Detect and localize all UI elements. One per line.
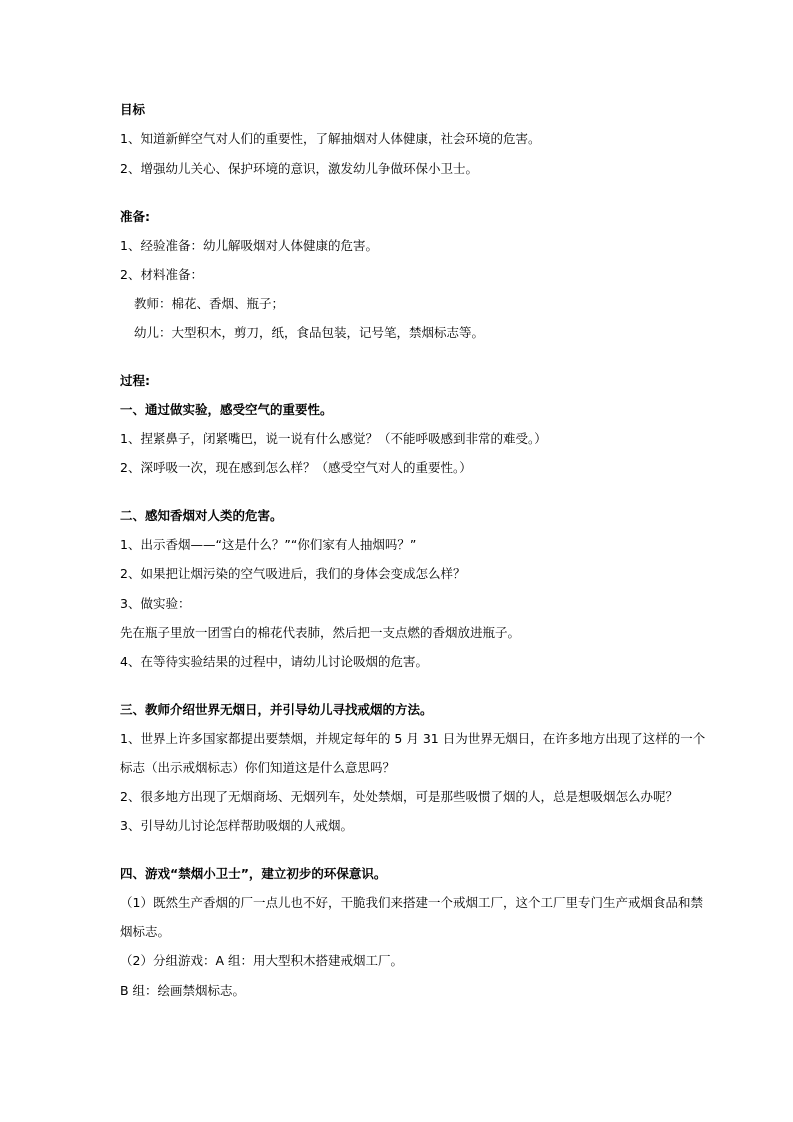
prep-heading: 准备: (120, 209, 150, 224)
section-title-3: 三、教师介绍世界无烟日，并引导幼儿寻找戒烟的方法。 (120, 702, 433, 717)
section-title-4: 四、游戏“禁烟小卫士”，建立初步的环保意识。 (120, 866, 387, 881)
section-3-item: 1、世界上许多国家都提出要禁烟，并规定每年的 5 月 31 日为世界无烟日，在许多地方出现了这样的一个 (120, 731, 706, 746)
section-2-item: 4、在等待实验结果的过程中，请幼儿讨论吸烟的危害。 (120, 654, 428, 669)
section-4-item: 烟标志。 (120, 924, 171, 939)
section-1-item: 2、深呼吸一次，现在感到怎么样？（感受空气对人的重要性。） (120, 460, 472, 475)
process-heading: 过程: (120, 373, 150, 388)
section-3-item: 2、很多地方出现了无烟商场、无烟列车，处处禁烟，可是那些吸惯了烟的人，总是想吸烟怎么办呢？ (120, 789, 678, 804)
prep-child: 幼儿：大型积木，剪刀，纸，食品包装，记号笔，禁烟标志等。 (134, 325, 485, 340)
prep-teacher: 教师：棉花、香烟、瓶子； (134, 296, 285, 311)
goal-item: 1、知道新鲜空气对人们的重要性，了解抽烟对人体健康，社会环境的危害。 (120, 131, 541, 146)
goal-item: 2、增强幼儿关心、保护环境的意识，激发幼儿争做环保小卫士。 (120, 161, 478, 176)
section-title-1: 一、通过做实验，感受空气的重要性。 (120, 402, 333, 417)
prep-item: 1、经验准备：幼儿解吸烟对人体健康的危害。 (120, 238, 378, 253)
section-2-item: 1、出示香烟——“这是什么？”“你们家有人抽烟吗？” (120, 537, 417, 552)
section-3-item: 标志（出示戒烟标志）你们知道这是什么意思吗？ (120, 760, 396, 775)
section-2-item: 先在瓶子里放一团雪白的棉花代表肺，然后把一支点燃的香烟放进瓶子。 (120, 625, 521, 640)
section-2-item: 2、如果把让烟污染的空气吸进后，我们的身体会变成怎么样？ (120, 566, 466, 581)
prep-item: 2、材料准备： (120, 267, 203, 282)
section-title-2: 二、感知香烟对人类的危害。 (120, 508, 283, 523)
section-1-item: 1、捏紧鼻子，闭紧嘴巴，说一说有什么感觉？（不能呼吸感到非常的难受。） (120, 431, 547, 446)
section-2-item: 3、做实验： (120, 596, 191, 611)
section-4-item: （2）分组游戏：A 组：用大型积木搭建戒烟工厂。 (120, 953, 403, 968)
section-3-item: 3、引导幼儿讨论怎样帮助吸烟的人戒烟。 (120, 818, 353, 833)
goal-heading: 目标 (120, 102, 146, 117)
section-4-item: （1）既然生产香烟的厂一点儿也不好，干脆我们来搭建一个戒烟工厂，这个工厂里专门生产戒烟食品和禁 (120, 895, 703, 910)
section-4-item: B 组：绘画禁烟标志。 (120, 983, 246, 998)
